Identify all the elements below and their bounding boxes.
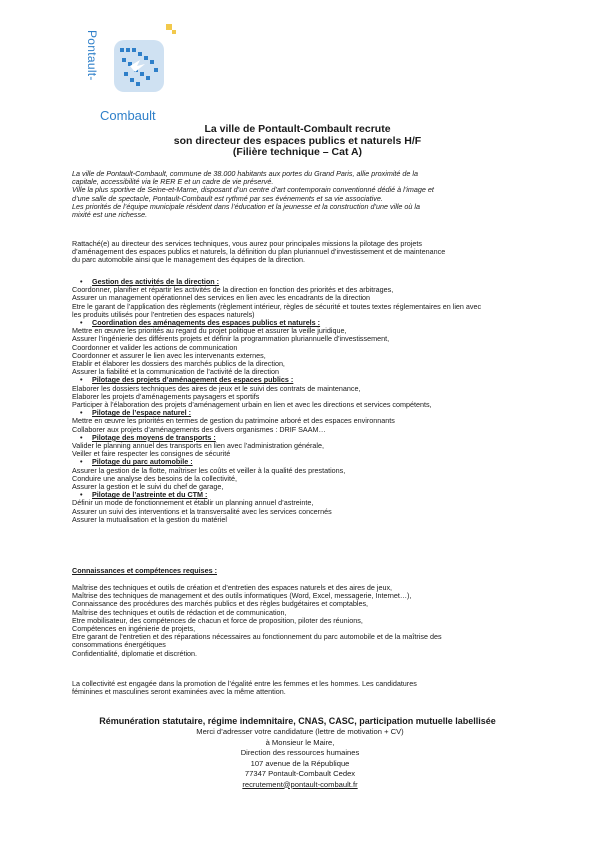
intro-paragraph (72, 170, 532, 219)
section-line: Définir un mode de fonctionnement et établir un planning annuel d’astreinte, (72, 498, 314, 508)
logo-text-vertical: Pontault- (85, 30, 99, 81)
section-line: Elaborer les dossiers techniques des aires de jeux et le suivi des contrats de maintenance, (72, 383, 361, 393)
section-line: Conduire une analyse des besoins de la collectivité, (72, 473, 238, 483)
section-line: Assurer la fiabilité et la communication de l’activité de la direction (72, 367, 279, 377)
section-heading: • Pilotage des moyens de transports : (72, 434, 532, 442)
intro-line: mixité est une richesse. (72, 210, 148, 220)
section-heading: • Coordination des aménagements des espaces publics et naturels : (72, 319, 532, 327)
requirement-line: Connaissance des procédures des marchés publics et des règles budgétaires et comptables, (72, 599, 369, 609)
intro-line: La ville de Pontault-Combault, commune de 38.000 habitants aux portes du Grand Paris, allie proximité de la (72, 169, 418, 178)
section-line: Assurer la gestion de la flotte, maîtriser les coûts et veiller à la qualité des prestations, (72, 465, 346, 475)
section-line: les produits utilisés pour l’entretien des espaces naturels) (72, 309, 255, 319)
job-title (60, 124, 535, 159)
requirement-line: Confidentialité, diplomatie et discrétion. (72, 648, 198, 658)
mission-line: du parc automobile ainsi que le management des équipes de la direction. (72, 255, 305, 265)
title-line-2: son directeur des espaces publics et naturels H/F (173, 134, 422, 147)
title-line-1: La ville de Pontault-Combault recrute (204, 123, 391, 135)
equality-line: féminines et masculines seront examinées avec la même attention. (72, 687, 286, 697)
equality-line: La collectivité est engagée dans la promotion de l’égalité entre les femmes et les hommes. Les candidatures (72, 679, 417, 688)
contact-line: Direction des ressources humaines (240, 748, 360, 757)
intro-line: capitale, accessibilité via le RER E et un cadre de vie préservé. (72, 177, 274, 187)
requirement-line: Maîtrise des techniques de management et des outils informatiques (Word, Excel, messagerie, Internet…), (72, 591, 412, 601)
section-line: Assurer un management opérationnel des services en lien avec les encadrants de la direction (72, 293, 371, 303)
requirement-line: Maîtrise des techniques et outils de création et d’entretien des espaces naturels et des aires de jeux, (72, 583, 393, 592)
contact-line: à Monsieur le Maire, (265, 737, 335, 747)
intro-line: Ville la plus sportive de Seine-et-Marne, disposant d’un centre d’art contemporain conventionné dédié à l’image et (72, 185, 434, 195)
mission-line: d’aménagement des espaces publics et naturels, la définition du plan pluriannuel d’investissement et de maintenance (72, 247, 446, 257)
requirements-heading: Connaissances et compétences requises : (72, 566, 218, 575)
contact-line: 107 avenue de la République (250, 758, 350, 768)
section-line: Collaborer aux projets d’aménagements des divers organismes : DRIF SAAM… (72, 424, 326, 434)
requirement-line: Etre garant de l’entretien et des réparations nécessaires au fonctionnement du parc automobile et de la maîtrise des (72, 632, 442, 642)
title-line-3: (Filière technique – Cat A) (232, 146, 363, 158)
intro-line: Les priorités de l’équipe municipale résident dans l’éducation et la jeunesse et la construction d’une ville où la (72, 201, 421, 211)
section-line: Coordonner et assurer le lien avec les intervenants externes, (72, 350, 266, 360)
requirement-line: consommations énergétiques (72, 640, 166, 650)
section-heading: • Pilotage de l’espace naturel : (72, 409, 532, 417)
intro-line: d’une salle de spectacle, Pontault-Combault est rythmé par ses événements et sa vie associative. (72, 193, 383, 203)
section-line: Veiller et faire respecter les consignes de sécurité (72, 449, 231, 459)
missions-list (72, 278, 532, 524)
section-line: Assurer la mutualisation et la gestion du matériel (72, 514, 228, 524)
requirement-line: Compétences en ingénierie de projets, (72, 624, 196, 634)
section-line: Mettre en œuvre les priorités en termes de gestion du patrimoine arboré et des espaces environnants (72, 416, 395, 426)
section-line: Participer à l’élaboration des projets d’aménagement urbain en lien et avec les directions et services compétents, (72, 400, 432, 410)
section-heading: • Pilotage des projets d’aménagement des espaces publics : (72, 376, 532, 384)
section-line: Assurer la gestion et le suivi du chef de garage, (72, 482, 224, 492)
section-line: Assurer un suivi des interventions et la transversalité avec les services concernés (72, 506, 332, 516)
section-heading: • Pilotage de l’astreinte et du CTM : (72, 491, 532, 499)
contact-block (180, 727, 420, 790)
remuneration-line: Rémunération statutaire, régime indemnitaire, CNAS, CASC, participation mutuelle labellisée (99, 716, 496, 726)
section-line: Elaborer les projets d’aménagements paysagers et sportifs (72, 391, 260, 401)
contact-line: Merci d’adresser votre candidature (lettre de motivation + CV) (196, 727, 404, 736)
mission-paragraph (72, 240, 532, 265)
section-line: Coordonner et valider les actions de communication (72, 342, 238, 352)
section-line: Valider le planning annuel des transports en lien avec l’administration générale, (72, 441, 324, 451)
requirement-line: Etre mobilisateur, des compétences de chacun et force de proposition, piloter des réunions, (72, 615, 363, 625)
contact-line: 77347 Pontault-Combault Cedex (244, 769, 356, 778)
equality-statement (72, 680, 532, 696)
mission-line: Rattaché(e) au directeur des services techniques, vous aurez pour principales missions la pilotage des projets (72, 239, 422, 248)
section-line: Etre le garant de l’application des règlements (règlement intérieur, règles de sécurité et toutes textes réglementaires en lien avec (72, 301, 482, 311)
logo-text-horizontal: Combault (100, 108, 156, 123)
section-line: Etablir et élaborer les dossiers des marchés publics de la direction, (72, 359, 285, 369)
section-line: Assurer l’ingénierie des différents projets et définir la programmation pluriannuelle d’investissement, (72, 334, 390, 344)
requirement-line: Maîtrise des techniques et outils de rédaction et de communication, (72, 607, 287, 617)
section-line: Coordonner, planifier et répartir les activités de la direction en fonction des priorités et des arbitrages, (72, 285, 394, 295)
section-heading: • Pilotage du parc automobile : (72, 458, 532, 466)
requirements-list (72, 584, 532, 658)
section-heading: • Gestion des activités de la direction : (72, 278, 532, 286)
section-line: Mettre en œuvre les priorités au regard du projet politique et assurer la veille juridique, (72, 326, 347, 336)
email-link[interactable]: recrutement@pontault-combault.fr (242, 779, 358, 789)
